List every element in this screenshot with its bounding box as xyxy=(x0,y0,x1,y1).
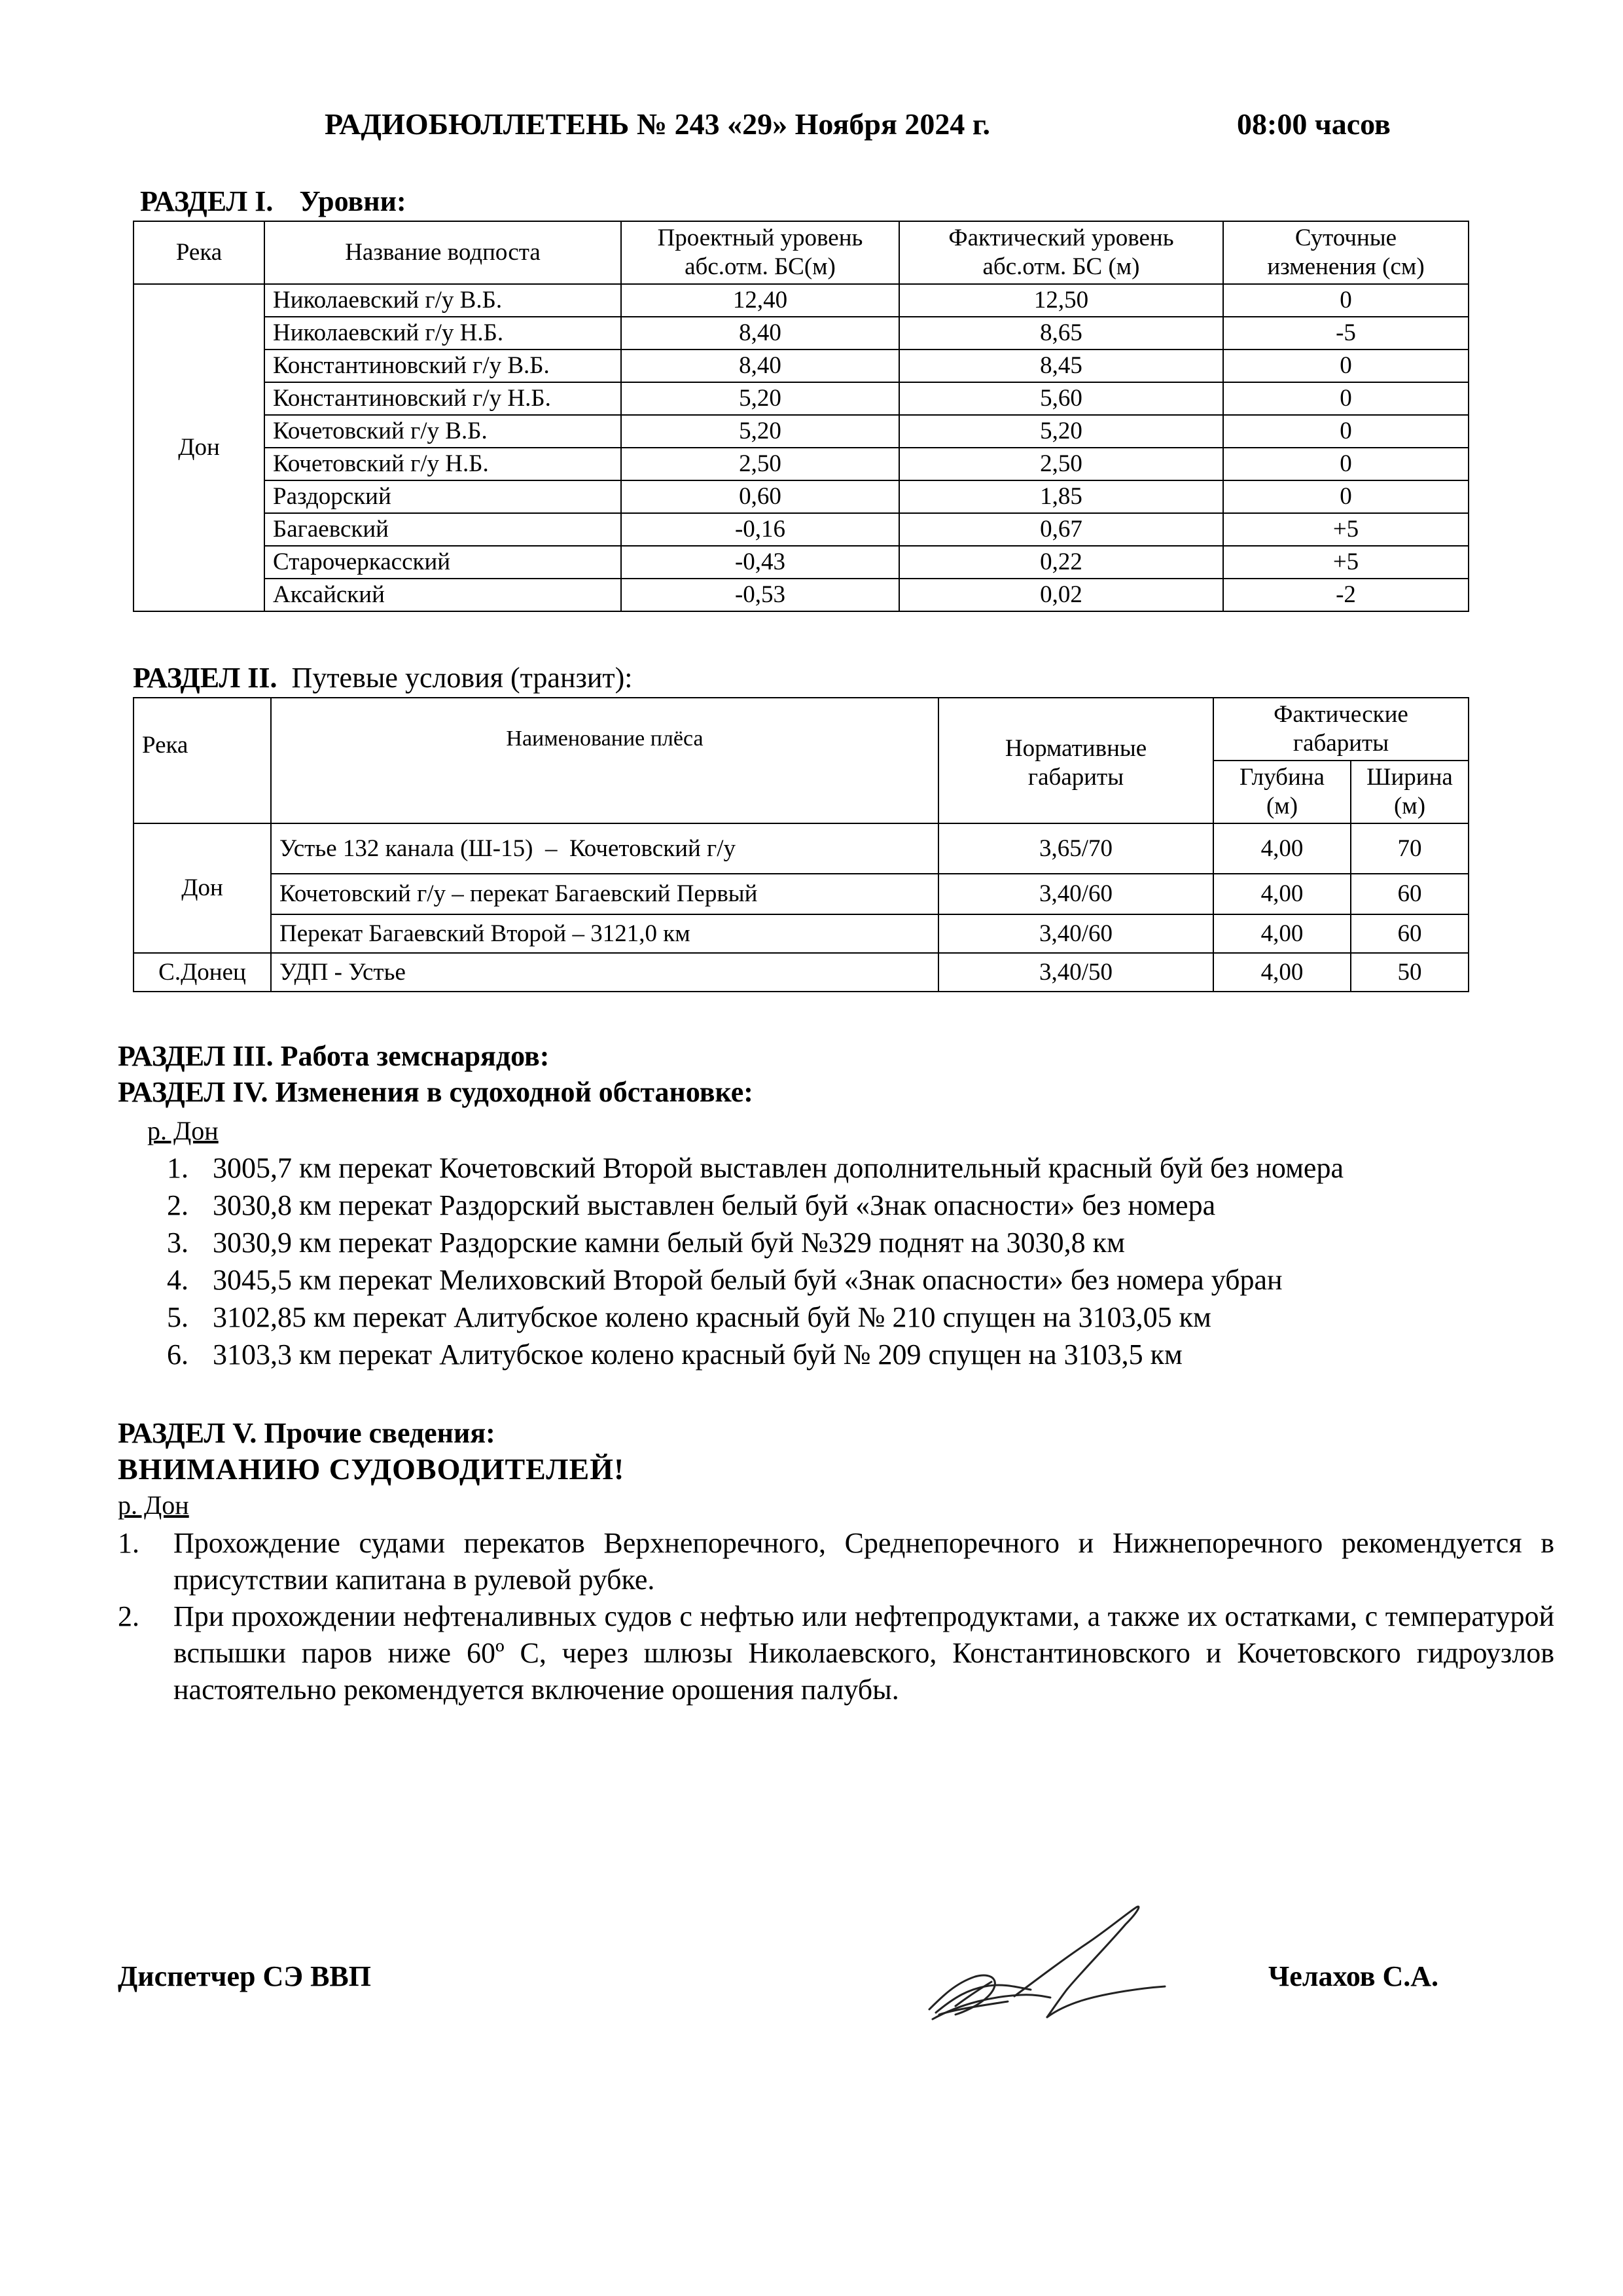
col-river: Река xyxy=(134,221,264,284)
post-cell: Кочетовский г/у В.Б. xyxy=(264,415,621,448)
table-row xyxy=(134,415,1469,448)
col-design-line2: абс.отм. БС(м) xyxy=(685,253,836,280)
post-cell: Константиновский г/у Н.Б. xyxy=(264,382,621,415)
col-width xyxy=(1351,761,1469,823)
section1-label: РАЗДЕЛ I. xyxy=(140,185,274,217)
bulletin-title: РАДИОБЮЛЛЕТЕНЬ № 243 «29» Ноября 2024 г. xyxy=(325,107,991,141)
post-cell: Константиновский г/у В.Б. xyxy=(264,350,621,382)
table-row xyxy=(134,953,1469,992)
list-item: 2. При прохождении нефтеналивных судов с нефтью или нефтепродуктами, а также их остатками, с температурой вспышки паров ниже 60º С, через шлюзы Николаевского, Константиновского и Кочетовского гидроузлов настоятельно рекомендуется включение орошения палубы. xyxy=(118,1600,1554,1706)
design-cell: -0,53 xyxy=(621,579,899,611)
section2-heading xyxy=(133,661,633,694)
post-cell: Раздорский xyxy=(264,480,621,513)
col-design-level xyxy=(621,221,899,284)
table-row xyxy=(134,284,1469,317)
col-depth-line1: Глубина xyxy=(1240,764,1325,791)
section4-river: р. Дон xyxy=(147,1116,219,1145)
post-cell: Аксайский xyxy=(264,579,621,611)
actual-cell: 5,20 xyxy=(899,415,1223,448)
width-cell: 60 xyxy=(1351,874,1469,914)
design-cell: 12,40 xyxy=(621,284,899,317)
attention-heading: ВНИМАНИЮ СУДОВОДИТЕЛЕЙ! xyxy=(118,1452,625,1486)
actual-cell: 0,02 xyxy=(899,579,1223,611)
norm-cell: 3,40/60 xyxy=(938,914,1213,953)
post-cell: Кочетовский г/у Н.Б. xyxy=(264,448,621,480)
actual-cell: 1,85 xyxy=(899,480,1223,513)
table-row xyxy=(134,914,1469,953)
section5-river: р. Дон xyxy=(118,1490,189,1520)
list-item: 3. 3030,9 км перекат Раздорские камни белый буй №329 поднят на 3030,8 км xyxy=(167,1227,1125,1259)
change-cell: 0 xyxy=(1223,480,1469,513)
change-cell: +5 xyxy=(1223,546,1469,579)
change-cell: 0 xyxy=(1223,284,1469,317)
list-item: 5. 3102,85 км перекат Алитубское колено красный буй № 210 спущен на 3103,05 км xyxy=(167,1301,1211,1333)
signer-position: Диспетчер СЭ ВВП xyxy=(118,1960,371,1992)
table-row xyxy=(134,480,1469,513)
post-cell: Старочеркасский xyxy=(264,546,621,579)
norm-cell: 3,40/50 xyxy=(938,953,1213,992)
design-cell: 5,20 xyxy=(621,415,899,448)
post-cell: Николаевский г/у Н.Б. xyxy=(264,317,621,350)
design-cell: 5,20 xyxy=(621,382,899,415)
handwritten-signature xyxy=(916,1898,1204,2055)
col-fact-line2: габариты xyxy=(1293,730,1389,757)
norm-cell: 3,65/70 xyxy=(938,823,1213,874)
col-depth xyxy=(1213,761,1351,823)
col-daily-line1: Суточные xyxy=(1294,224,1397,251)
post-cell: Багаевский xyxy=(264,513,621,546)
river-cell: Дон xyxy=(134,823,271,953)
width-cell: 50 xyxy=(1351,953,1469,992)
bulletin-time: 08:00 часов xyxy=(1237,107,1391,141)
design-cell: 8,40 xyxy=(621,350,899,382)
change-cell: 0 xyxy=(1223,350,1469,382)
depth-cell: 4,00 xyxy=(1213,914,1351,953)
table-row xyxy=(134,448,1469,480)
change-cell: 0 xyxy=(1223,415,1469,448)
reach-cell: УДП - Устье xyxy=(271,953,938,992)
reach-cell: Кочетовский г/у – перекат Багаевский Первый xyxy=(271,874,938,914)
transit-table xyxy=(133,697,1469,992)
section2-label: РАЗДЕЛ II. xyxy=(133,662,277,694)
river-cell: Дон xyxy=(134,284,264,611)
river-cell: С.Донец xyxy=(134,953,271,992)
col-post: Название водпоста xyxy=(264,221,621,284)
change-cell: 0 xyxy=(1223,382,1469,415)
col-actual-level xyxy=(899,221,1223,284)
table-row xyxy=(134,350,1469,382)
actual-cell: 8,65 xyxy=(899,317,1223,350)
change-cell: -2 xyxy=(1223,579,1469,611)
width-cell: 60 xyxy=(1351,914,1469,953)
design-cell: -0,16 xyxy=(621,513,899,546)
col-norm-line1: Нормативные xyxy=(1005,735,1147,762)
transit-header-row xyxy=(134,698,1469,761)
depth-cell: 4,00 xyxy=(1213,874,1351,914)
table-row xyxy=(134,513,1469,546)
col-reach: Наименование плёса xyxy=(271,698,938,823)
navigation-changes-list xyxy=(167,1149,1344,1373)
col-design-line1: Проектный уровень xyxy=(657,224,863,251)
post-cell: Николаевский г/у В.Б. xyxy=(264,284,621,317)
actual-cell: 0,67 xyxy=(899,513,1223,546)
col-depth-line2: (м) xyxy=(1266,793,1298,819)
col-width-line1: Ширина xyxy=(1366,764,1453,791)
design-cell: -0,43 xyxy=(621,546,899,579)
col-actual-line2: абс.отм. БС (м) xyxy=(982,253,1140,280)
norm-cell: 3,40/60 xyxy=(938,874,1213,914)
list-item: 4. 3045,5 км перекат Мелиховский Второй белый буй «Знак опасности» без номера убран xyxy=(167,1264,1283,1296)
section1-title: Уровни: xyxy=(299,185,406,217)
col-river: Река xyxy=(134,698,271,823)
design-cell: 0,60 xyxy=(621,480,899,513)
reach-cell: Устье 132 канала (Ш-15) – Кочетовский г/у xyxy=(271,823,938,874)
list-item: 1. 3005,7 км перекат Кочетовский Второй выставлен дополнительный красный буй без номера xyxy=(167,1152,1344,1184)
depth-cell: 4,00 xyxy=(1213,823,1351,874)
col-norm-line2: габариты xyxy=(1027,764,1124,791)
section4-heading: РАЗДЕЛ IV. Изменения в судоходной обстановке: xyxy=(118,1076,753,1108)
actual-cell: 12,50 xyxy=(899,284,1223,317)
list-item: 6. 3103,3 км перекат Алитубское колено красный буй № 209 спущен на 3103,5 км xyxy=(167,1338,1183,1371)
reach-cell: Перекат Багаевский Второй – 3121,0 км xyxy=(271,914,938,953)
col-daily-change xyxy=(1223,221,1469,284)
col-daily-line2: изменения (см) xyxy=(1267,253,1425,280)
table-row xyxy=(134,382,1469,415)
list-item: 2. 3030,8 км перекат Раздорский выставлен белый буй «Знак опасности» без номера xyxy=(167,1189,1216,1221)
section3-heading: РАЗДЕЛ III. Работа земснарядов: xyxy=(118,1040,550,1072)
table-row xyxy=(134,874,1469,914)
table-row xyxy=(134,317,1469,350)
depth-cell: 4,00 xyxy=(1213,953,1351,992)
section1-heading xyxy=(140,185,406,218)
col-width-line2: (м) xyxy=(1393,793,1426,819)
list-item: 1. Прохождение судами перекатов Верхнепоречного, Среднепоречного и Нижнепоречного рекомендуется в присутствии капитана в рулевой рубке. xyxy=(118,1527,1554,1596)
col-norm xyxy=(938,698,1213,823)
change-cell: -5 xyxy=(1223,317,1469,350)
section5-heading: РАЗДЕЛ V. Прочие сведения: xyxy=(118,1417,495,1449)
actual-cell: 8,45 xyxy=(899,350,1223,382)
table-row xyxy=(134,579,1469,611)
change-cell: 0 xyxy=(1223,448,1469,480)
change-cell: +5 xyxy=(1223,513,1469,546)
table-row xyxy=(134,823,1469,874)
col-actual-line1: Фактический уровень xyxy=(948,224,1174,251)
actual-cell: 0,22 xyxy=(899,546,1223,579)
signer-name: Челахов С.А. xyxy=(1268,1960,1439,1992)
table-row xyxy=(134,546,1469,579)
levels-header-row xyxy=(134,221,1469,284)
section2-title: Путевые условия (транзит): xyxy=(291,662,633,694)
actual-cell: 2,50 xyxy=(899,448,1223,480)
col-fact xyxy=(1213,698,1469,761)
levels-table xyxy=(133,221,1469,612)
design-cell: 8,40 xyxy=(621,317,899,350)
actual-cell: 5,60 xyxy=(899,382,1223,415)
design-cell: 2,50 xyxy=(621,448,899,480)
width-cell: 70 xyxy=(1351,823,1469,874)
col-fact-line1: Фактические xyxy=(1274,701,1408,728)
